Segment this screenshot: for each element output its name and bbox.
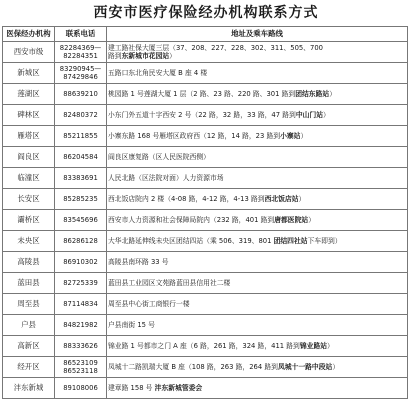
- office-phone: [55, 315, 107, 336]
- bus-stop-name: 小寨站: [280, 132, 301, 140]
- office-address: [107, 273, 408, 294]
- table-row: [3, 294, 408, 315]
- table-row: [3, 168, 408, 189]
- office-address: [107, 105, 408, 126]
- table-row: [3, 231, 408, 252]
- address-line: [108, 111, 406, 119]
- office-address: [107, 231, 408, 252]
- header-phone: 联系电话: [55, 27, 107, 42]
- table-header-row: [3, 27, 408, 42]
- table-row: [3, 63, 408, 84]
- table-row: [3, 336, 408, 357]
- address-text: 高陵县南环路 33 号: [108, 258, 169, 266]
- address-suffix: ）: [323, 111, 330, 119]
- address-line: [108, 258, 406, 266]
- office-address: [107, 126, 408, 147]
- table-row: [3, 378, 408, 399]
- office-name: 灞桥区: [3, 210, 55, 231]
- address-text: 桃园路 1 号莲湖大厦 1 层（2 路、23 路、220 路、301 路到: [108, 90, 296, 98]
- address-text: 西安市人力资源和社会保障局院内（232 路，401 路到: [108, 216, 275, 224]
- address-line: [108, 363, 406, 371]
- office-name: 沣东新城: [3, 378, 55, 399]
- bus-stop-name: 凤城十一路中段站: [277, 363, 333, 371]
- address-suffix: ）: [332, 363, 340, 371]
- office-address: [107, 252, 408, 273]
- bus-stop-name: 东新城市花园站: [121, 52, 170, 60]
- table-row: [3, 315, 408, 336]
- table-row: [3, 147, 408, 168]
- address-suffix: ）: [300, 132, 308, 140]
- address-text: 建章路 158 号: [108, 384, 155, 392]
- office-address: [107, 189, 408, 210]
- office-address: [107, 315, 408, 336]
- office-name: 高新区: [3, 336, 55, 357]
- address-text: 西北饭店院内 2 楼（4-08 路，4-12 路，4-13 路到: [108, 195, 265, 203]
- office-phone: [55, 189, 107, 210]
- address-suffix: ）: [308, 216, 315, 224]
- address-suffix: ）: [327, 342, 334, 350]
- office-name: 周至县: [3, 294, 55, 315]
- phone-number: 82284351: [63, 52, 98, 60]
- address-line: [108, 153, 406, 161]
- office-address: [107, 168, 408, 189]
- office-address: [107, 357, 408, 378]
- address-text: 建工路社保大厦三层（37、208、227、228、302、311、505、700: [108, 44, 324, 52]
- office-phone: [55, 336, 107, 357]
- office-name: 高陵县: [3, 252, 55, 273]
- address-line: [108, 237, 406, 245]
- table-body: [3, 42, 408, 399]
- office-name: 阎良区: [3, 147, 55, 168]
- office-phone: [55, 105, 107, 126]
- address-text: 人民北路（区法院对面）人力资源市场: [108, 174, 224, 182]
- office-name: 未央区: [3, 231, 55, 252]
- phone-number: 85285235: [63, 195, 98, 203]
- office-phone: [55, 126, 107, 147]
- phone-number: 83545696: [63, 216, 98, 224]
- office-phone: [55, 231, 107, 252]
- office-phone: [55, 273, 107, 294]
- phone-number: 88333626: [63, 342, 98, 350]
- address-line: [108, 300, 406, 308]
- address-line: [108, 342, 406, 350]
- office-phone: [55, 252, 107, 273]
- address-line: [108, 52, 406, 60]
- phone-number: 85211855: [63, 132, 98, 140]
- office-address: [107, 84, 408, 105]
- address-text: 锦业路 1 号都市之门 A 座（6 路，261 路，324 路，411 路到: [108, 342, 300, 350]
- address-text: 小寨东路 168 号雁塔区政府西（12 路，14 路，23 路到: [108, 132, 281, 140]
- office-address: [107, 147, 408, 168]
- phone-number: 82284369—: [59, 44, 102, 52]
- office-phone: [55, 357, 107, 378]
- office-phone: [55, 84, 107, 105]
- office-address: [107, 42, 408, 63]
- office-name: 碑林区: [3, 105, 55, 126]
- address-text: 大华北路延伸线未央区团结四站（乘 506、319、801: [108, 237, 274, 245]
- address-suffix: ）: [298, 195, 306, 203]
- office-name: 长安区: [3, 189, 55, 210]
- address-text: 凤城十二路凯瑞大厦 B 座（108 路，263 路，264 路到: [108, 363, 278, 371]
- office-name: 雁塔区: [3, 126, 55, 147]
- table-row: [3, 84, 408, 105]
- table-row: [3, 105, 408, 126]
- phone-number: 86204584: [63, 153, 98, 161]
- address-line: [108, 384, 406, 392]
- office-phone: [55, 210, 107, 231]
- office-name: 西安市级: [3, 42, 55, 63]
- address-line: [108, 44, 406, 52]
- phone-number: 83290945—: [59, 65, 102, 73]
- table-row: [3, 189, 408, 210]
- address-suffix: 下车即到）: [307, 237, 342, 245]
- address-line: [108, 195, 406, 203]
- phone-number: 88639210: [63, 90, 98, 98]
- phone-number: 86523118: [63, 367, 98, 375]
- office-phone: [55, 63, 107, 84]
- phone-number: 86286128: [63, 237, 98, 245]
- phone-number: 82480372: [63, 111, 98, 119]
- office-phone: [55, 294, 107, 315]
- phone-number: 87114834: [63, 300, 98, 308]
- phone-number: 89108006: [63, 384, 98, 392]
- office-address: [107, 378, 408, 399]
- address-text: 周至县中心街工商银行一楼: [108, 300, 190, 308]
- phone-number: 82725339: [63, 279, 98, 287]
- bus-stop-name: 中山门站: [295, 111, 324, 119]
- address-text: 阎良区康复路（区人民医院西侧）: [108, 153, 210, 161]
- phone-number: 86910302: [63, 258, 98, 266]
- address-line: [108, 279, 406, 287]
- page-title: 西安市医疗保险经办机构联系方式: [93, 5, 319, 21]
- phone-number: 83383691: [63, 174, 98, 182]
- address-text: 五路口东北角民安大厦 B 座 4 楼: [108, 69, 208, 77]
- office-address: [107, 336, 408, 357]
- office-phone: [55, 378, 107, 399]
- address-line: [108, 321, 406, 329]
- office-name: 户县: [3, 315, 55, 336]
- address-line: [108, 69, 406, 77]
- header-name: 医保经办机构: [3, 27, 55, 42]
- office-name: 新城区: [3, 63, 55, 84]
- table-row: [3, 42, 408, 63]
- office-name: 经开区: [3, 357, 55, 378]
- address-text: 户县南街 15 号: [108, 321, 155, 329]
- address-suffix: ）: [169, 52, 176, 60]
- bus-stop-name: 团结四社站: [273, 237, 308, 245]
- office-phone: [55, 168, 107, 189]
- address-text: 蓝田县工业园区文苑路蓝田县信用社二楼: [108, 279, 231, 287]
- contact-table: [2, 26, 408, 399]
- address-text: 小东门外五道十字西安 2 号（22 路，32 路，33 路，47 路到: [108, 111, 296, 119]
- office-name: 莲湖区: [3, 84, 55, 105]
- bus-stop-name: 西北饭店站: [264, 195, 299, 203]
- address-text: 路到: [108, 52, 122, 60]
- office-address: [107, 210, 408, 231]
- office-phone: [55, 147, 107, 168]
- bus-stop-name: 唐都医院站: [274, 216, 309, 224]
- bus-stop-name: 团结东路站: [295, 90, 330, 98]
- table-row: [3, 252, 408, 273]
- table-row: [3, 126, 408, 147]
- phone-number: 86523109: [63, 359, 98, 367]
- bus-stop-name: 锦业路站: [299, 342, 328, 350]
- table-row: [3, 273, 408, 294]
- header-address: 地址及乘车路线: [107, 27, 408, 42]
- phone-number: 87429846: [63, 73, 98, 81]
- address-line: [108, 132, 406, 140]
- address-suffix: ）: [329, 90, 336, 98]
- office-name: 蓝田县: [3, 273, 55, 294]
- address-line: [108, 174, 406, 182]
- office-phone: [55, 42, 107, 63]
- table-row: [3, 357, 408, 378]
- table-row: [3, 210, 408, 231]
- bus-stop-name: 沣东新城管委会: [154, 384, 203, 392]
- phone-number: 84821982: [63, 321, 98, 329]
- address-line: [108, 216, 406, 224]
- office-name: 临潼区: [3, 168, 55, 189]
- address-line: [108, 90, 406, 98]
- office-address: [107, 63, 408, 84]
- office-address: [107, 294, 408, 315]
